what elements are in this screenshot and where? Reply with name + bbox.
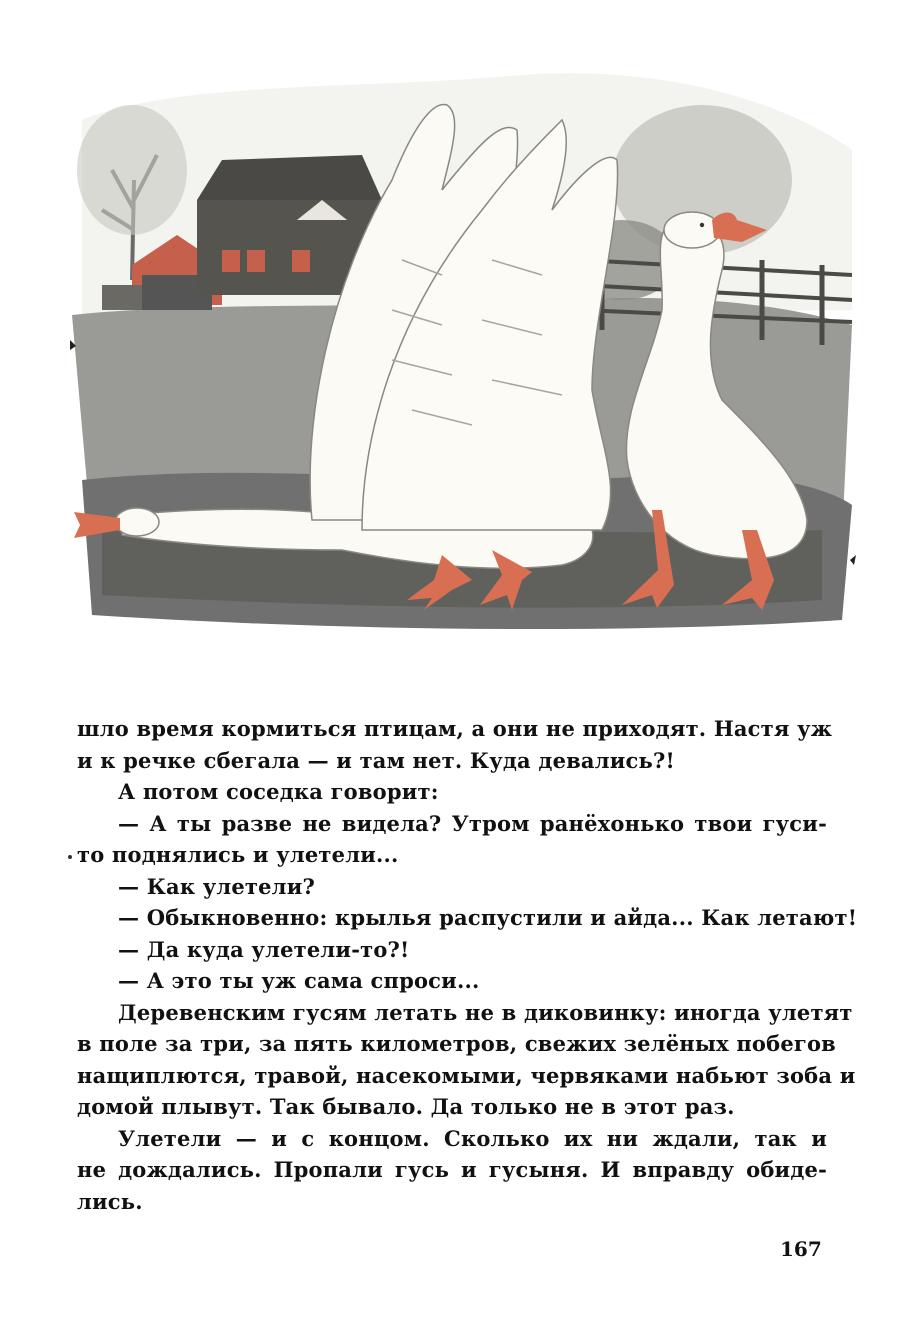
body-text [77, 713, 858, 1217]
text-line: и к речке сбегала — и там нет. Куда девались?! [77, 747, 675, 773]
text-line: — А это ты уж сама спроси... [118, 968, 480, 993]
text-line: Деревенским гусям летать не в диковинку: иногда улетят [118, 999, 853, 1025]
page-number: 167 [780, 1237, 822, 1261]
text-line: нащиплются, травой, насекомыми, червяками набьют зоба и [77, 1062, 856, 1088]
text-line: в поле за три, за пять километров, свежих зелёных побегов [77, 1031, 836, 1056]
text-line: домой плывут. Так бывало. Да только не в этот раз. [77, 1094, 735, 1119]
text-line: не дождались. Пропали гусь и гусыня. И вправду обиде- [77, 1157, 827, 1182]
text-line: — Обыкновенно: крылья распустили и айда... Как летают! [118, 905, 858, 930]
illustration-canvas [62, 60, 862, 635]
text-line: Улетели — и с концом. Сколько их ни ждали, так и [118, 1125, 827, 1151]
text-line: то поднялись и улетели... [77, 842, 399, 867]
stray-dot [68, 855, 72, 859]
edge-mark-right [850, 555, 856, 565]
text-line: шло время кормиться птицам, а они не приходят. Настя уж [77, 716, 833, 741]
text-line: — Да куда улетели-то?! [118, 936, 410, 962]
text-line: — А ты разве не видела? Утром ранёхонько твои гуси- [118, 810, 827, 836]
text-line: А потом соседка говорит: [118, 779, 439, 804]
text-line: лись. [77, 1188, 143, 1214]
text-line: — Как улетели? [118, 873, 315, 899]
geese-illustration [62, 60, 862, 635]
